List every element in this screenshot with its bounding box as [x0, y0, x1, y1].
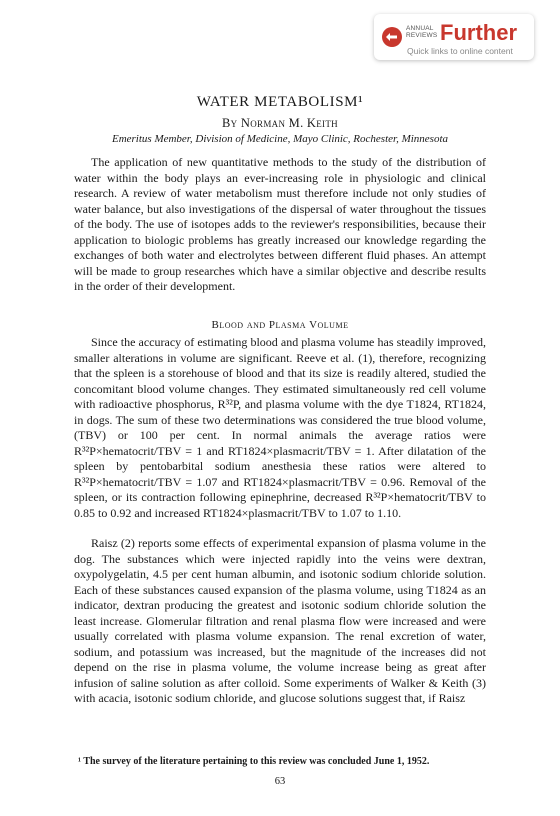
intro-paragraph: The application of new quantitative methods to the study of the distribution of water within the body plays an ever-increasing role in physiologic and clinical research. A review of water metabolism must therefore include not only studies of water balance, but also investigations of the dispersal of water throughout the tissues of the body. The use of isotopes adds to the reviewer's responsibilities, because their application to biologic problems has greatly increased our knowledge regarding the exchanges of both water and electrolytes between different fluid phases. An attempt will be made to group researches which have a similar objective and describe results in the order of their development.	[74, 155, 486, 293]
badge-brand-text: ANNUAL REVIEWS	[406, 25, 438, 39]
footnote: ¹ The survey of the literature pertaining to this review was concluded June 1, 1952.	[78, 756, 430, 767]
author-affiliation: Emeritus Member, Division of Medicine, Mayo Clinic, Rochester, Minnesota	[111, 133, 449, 145]
section-heading: Blood and Plasma Volume	[211, 319, 349, 331]
badge-quick-links-text[interactable]: Quick links to online content	[407, 46, 513, 56]
body-paragraph-2: Raisz (2) reports some effects of experimental expansion of plasma volume in the dog. The substances which were injected rapidly into the veins were dextran, oxypolygelatin, 4.5 per cent human albumin, and isotonic sodium chloride solution. Each of these substances caused expansion of the plasma volume, using T1824 as an indicator, dextran producing the greatest and isotonic sodium chloride solution the least increase. Glomerular filtration and renal plasma flow were increased and were usually correlated with plasma volume expansion. The renal excretion of water, sodium, and potassium was increased, but the magnitude of the increases did not depend on the rise in plasma volume, the volume increase being as great after infusion of saline solution as after colloid. Some experiments of Walker & Keith (3) with acacia, isotonic sodium chloride, and glucose solutions suggest that, if Raisz	[74, 536, 486, 705]
article-title: WATER METABOLISM¹	[196, 94, 364, 110]
badge-further-label[interactable]: Further	[440, 20, 517, 45]
further-badge[interactable]	[374, 14, 534, 60]
body-paragraph-1: Since the accuracy of estimating blood and plasma volume has steadily improved, smaller alterations in volume are significant. Reeve et al. (1), therefore, recognizing that the spleen is a storehouse of blood and that its size is readily altered, studied the concomitant blood volume changes. They estimated simultaneously red cell volume with radioactive phosphorus, R³²P, and plasma volume with the dye T1824, RT1824, in dogs. The sum of these two determinations was considered the true blood volume, (TBV) or 100 per cent. In normal animals the average ratios were R³²P×hematocrit/TBV = 1 and RT1824×plasmacrit/TBV = 1. After dilatation of the spleen by pentobarbital sodium anesthesia these ratios were altered to R³²P×hematocrit/TBV = 1.07 and RT1824×plasmacrit/TBV = 0.96. Removal of the spleen, or its contraction following epinephrine, decreased R³²P×hematocrit/TBV to 0.85 to 0.92 and increased RT1824×plasmacrit/TBV to 1.07 to 1.10.	[74, 335, 486, 520]
annual-reviews-logo-icon	[382, 27, 402, 47]
page-number: 63	[274, 776, 286, 787]
article-byline: By Norman M. Keith	[222, 116, 338, 130]
